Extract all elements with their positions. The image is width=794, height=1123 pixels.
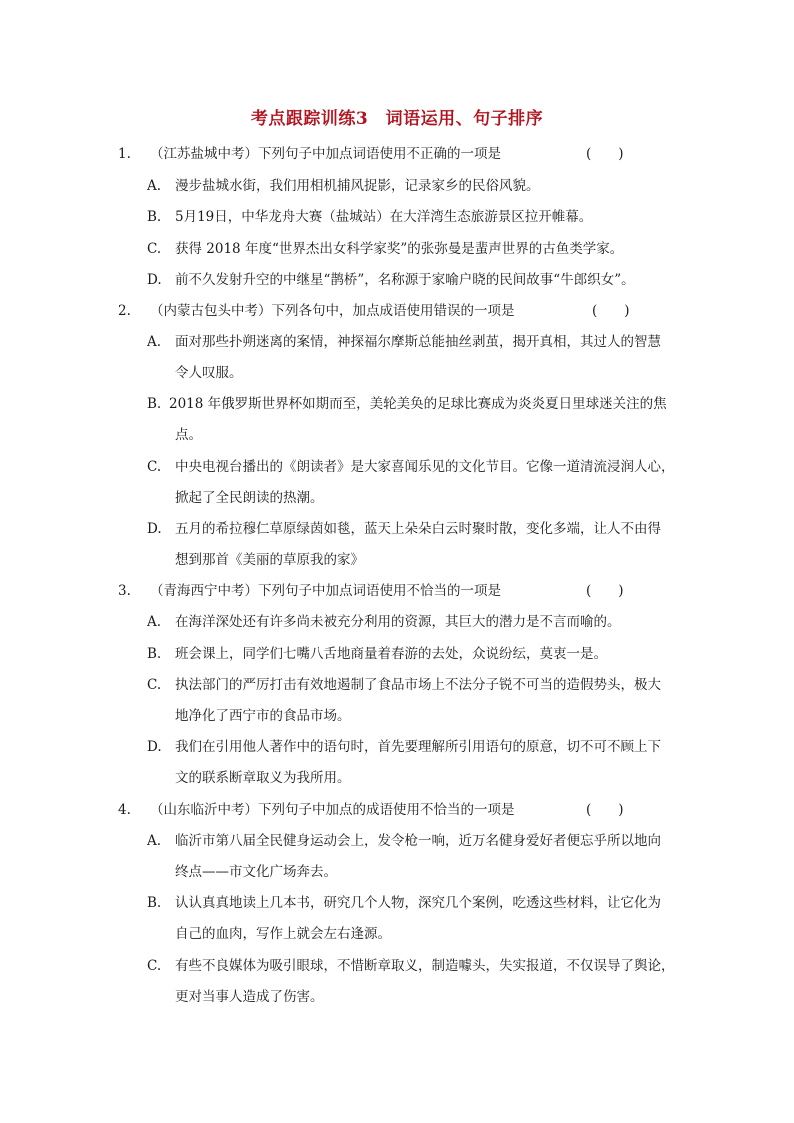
option-text: 前不久发射升空的中继星“鹊桥”，名称源于家喻户晓的民间故事“牛郎织女”。 <box>175 272 635 288</box>
option-text-continued: 令人叹服。 <box>175 365 243 381</box>
option-letter: B. <box>147 209 162 225</box>
option-text-continued: 点。 <box>175 427 202 443</box>
answer-parentheses: ( ) <box>592 303 630 319</box>
option-text-continued: 想到那首《美丽的草原我的家》 <box>175 552 364 568</box>
option-letter: B. <box>147 646 162 662</box>
option-letter: A. <box>147 833 162 849</box>
option-text: 在海洋深处还有许多尚未被充分利用的资源，其巨大的潜力是不言而喻的。 <box>175 614 621 630</box>
option-text-continued: 更对当事人造成了伤害。 <box>175 989 324 1005</box>
option-text: 认认真真地读上几本书，研究几个人物，深究几个案例，吃透这些材料，让它化为 <box>175 895 661 911</box>
option-text: 执法部门的严厉打击有效地遏制了食品市场上不法分子锐不可当的造假势头，极大 <box>175 677 661 693</box>
option-letter: A. <box>147 178 162 194</box>
question-text: （青海西宁中考）下列句子中加点词语使用不恰当的一项是 <box>150 583 501 599</box>
option-text: 获得 2018 年度“世界杰出女科学家奖”的张弥曼是蜚声世界的古鱼类学家。 <box>175 241 624 257</box>
question-2-stem <box>118 302 678 320</box>
option-letter: A. <box>147 334 162 350</box>
option-letter: B. <box>147 396 162 412</box>
option-letter: D. <box>147 739 162 755</box>
option-text: 我们在引用他人著作中的语句时，首先要理解所引用语句的原意，切不可不顾上下 <box>175 739 661 755</box>
option-text: 面对那些扑朔迷离的案情，神探福尔摩斯总能抽丝剥茧，揭开真相，其过人的智慧 <box>175 334 661 350</box>
option-text: 临沂市第八届全民健身运动会上，发令枪一响，近万名健身爱好者便忘乎所以地向 <box>175 833 661 849</box>
question-number: 1. <box>118 146 131 162</box>
option-text-continued: 掀起了全民朗读的热潮。 <box>175 490 324 506</box>
option-letter: C. <box>147 241 162 257</box>
page-title: 考点跟踪训练3 词语运用、句子排序 <box>250 109 544 129</box>
question-1-stem <box>118 145 678 163</box>
option-text: 五月的希拉穆仁草原绿茵如毯，蓝天上朵朵白云时聚时散，变化多端，让人不由得 <box>175 521 661 537</box>
question-number: 4. <box>118 802 131 818</box>
option-text: 有些不良媒体为吸引眼球，不惜断章取义，制造噱头，失实报道，不仅误导了舆论， <box>175 958 675 974</box>
option-letter: C. <box>147 958 162 974</box>
option-text: 5月19日，中华龙舟大赛（盐城站）在大洋湾生态旅游景区拉开帷幕。 <box>175 209 593 225</box>
option-letter: D. <box>147 272 162 288</box>
question-3-stem <box>118 582 678 600</box>
option-text-continued: 文的联系断章取义为我所用。 <box>175 770 351 786</box>
option-text: 中央电视台播出的《朗读者》是大家喜闻乐见的文化节目。它像一道清流浸润人心， <box>175 459 675 475</box>
question-text: （山东临沂中考）下列句子中加点的成语使用不恰当的一项是 <box>150 802 515 818</box>
option-text-continued: 终点——市文化广场奔去。 <box>175 864 337 880</box>
option-text-continued: 地净化了西宁市的食品市场。 <box>175 708 351 724</box>
option-letter: A. <box>147 614 162 630</box>
option-text: 2018 年俄罗斯世界杯如期而至，美轮美奂的足球比赛成为炎炎夏日里球迷关注的焦 <box>169 396 667 412</box>
answer-parentheses: ( ) <box>586 802 624 818</box>
question-4-stem <box>118 801 678 819</box>
option-text: 漫步盐城水街，我们用相机捕风捉影，记录家乡的民俗风貌。 <box>175 178 540 194</box>
answer-parentheses: ( ) <box>586 583 624 599</box>
option-text: 班会课上，同学们七嘴八舌地商量着春游的去处，众说纷纭，莫衷一是。 <box>175 646 607 662</box>
option-letter: C. <box>147 459 162 475</box>
question-text: （江苏盐城中考）下列句子中加点词语使用不正确的一项是 <box>150 146 501 162</box>
question-number: 3. <box>118 583 131 599</box>
option-letter: B. <box>147 895 162 911</box>
option-letter: D. <box>147 521 162 537</box>
option-text-continued: 自己的血肉，写作上就会左右逢源。 <box>175 926 391 942</box>
option-letter: C. <box>147 677 162 693</box>
question-number: 2. <box>118 303 131 319</box>
question-text: （内蒙古包头中考）下列各句中，加点成语使用错误的一项是 <box>150 303 515 319</box>
answer-parentheses: ( ) <box>586 146 624 162</box>
